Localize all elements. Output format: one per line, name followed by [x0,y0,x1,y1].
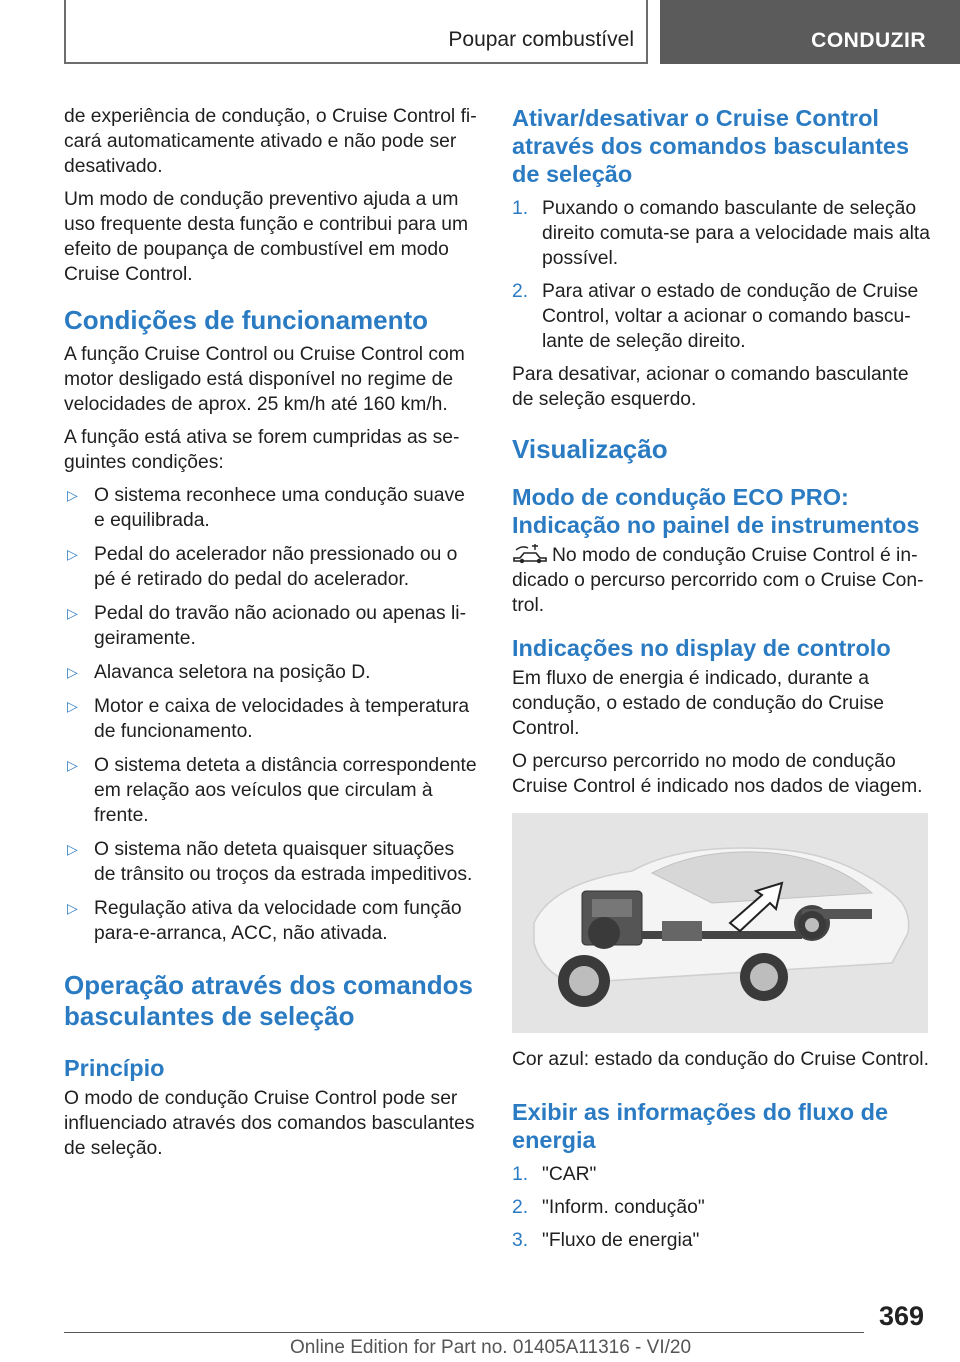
heading-display: Visualização [512,434,668,464]
chapter-tab-label: CONDUZIR [811,29,926,52]
triangle-bullet-icon: ▷ [67,757,78,773]
paragraph: de experiência de condução, o Cruise Control ficará automaticamente ativado e não pode ser desativado. [64,106,477,177]
paragraph: Em fluxo de energia é indicado, durante a condução, o estado de condução do Cruise Control. [512,668,884,739]
list-item: ▷ O sistema reconhece uma condução suave e equilibrada. [67,485,465,531]
list-item: 1. Puxando o comando basculante de seleção direito comuta-se para a velocidade mais alta possível. [512,198,930,269]
triangle-bullet-icon: ▷ [67,546,78,562]
heading-eco-pro: Modo de condução ECO PRO: Indicação no painel de instrumentos [512,484,920,538]
triangle-bullet-icon: ▷ [67,664,78,680]
paragraph: Para desativar, acionar o comando basculante de seleção esquerdo. [512,364,909,410]
car-illustration [512,813,928,1033]
paragraph: No modo de condução Cruise Control é indicado o percurso percorrido com o Cruise Control. [512,545,924,616]
flow-steps [512,1162,930,1253]
activate-steps [512,196,930,354]
heading-conditions: Condições de funcionamento [64,305,429,335]
heading-activate: Ativar/desativar o Cruise Control através dos comandos basculantes de seleção [512,105,910,187]
list-item: 2. Para ativar o estado de condução de Cruise Control, voltar a acionar o comando basculante de seleção direito. [512,281,919,352]
footer-divider [64,1332,864,1333]
triangle-bullet-icon: ▷ [67,841,78,857]
list-item: ▷ Regulação ativa da velocidade com função para-e-arranca, ACC, não ativada. [67,898,462,944]
paragraph: Um modo de condução preventivo ajuda a um uso frequente desta função e contribui para um efeito de poupança de combustível em modo Cruise Control. [64,189,469,285]
right-column [512,104,930,1261]
list-item: ▷ Motor e caixa de velocidades à temperatura de funcionamento. [67,696,470,742]
list-item: ▷ Pedal do acelerador não pressionado ou o pé é retirado do pedal do acelerador. [67,544,458,590]
heading-control-display: Indicações no display de controlo [512,635,891,661]
heading-show-flow: Exibir as informações do fluxo de energia [512,1099,889,1153]
figure-caption: Cor azul: estado da condução do Cruise Control. [512,1049,929,1070]
paragraph: A função Cruise Control ou Cruise Control com motor desligado está disponível no regime de velocidades de aprox. 25 km/h até 160 km/h. [64,344,465,415]
paragraph: O modo de condução Cruise Control pode ser influenciado através dos comandos basculantes de seleção. [64,1088,475,1159]
heading-operation: Operação através dos comandos basculantes de seleção [64,970,473,1031]
car-energy-flow-image [512,813,928,1033]
menu-path-item: 3. "Fluxo de energia" [512,1230,700,1251]
paragraph: O percurso percorrido no modo de condução Cruise Control é indicado nos dados de viagem. [512,751,923,797]
triangle-bullet-icon: ▷ [67,487,78,503]
section-title: Poupar combustível [448,28,634,51]
triangle-bullet-icon: ▷ [67,900,78,916]
header-frame [64,0,648,64]
edition-note: Online Edition for Part no. 01405A11316 - VI/20 [290,1337,692,1358]
page-number: 369 [878,1301,924,1331]
list-item: ▷ Alavanca seletora na posição D. [67,662,371,683]
menu-path-item: 1. "CAR" [512,1164,597,1185]
heading-principle: Princípio [64,1055,165,1081]
triangle-bullet-icon: ▷ [67,698,78,714]
list-item: ▷ O sistema não deteta quaisquer situações de trânsito ou troços da estrada impeditivos. [67,839,473,885]
triangle-bullet-icon: ▷ [67,605,78,621]
paragraph: A função está ativa se forem cumpridas as seguintes condições: [64,427,460,473]
menu-path-item: 2. "Inform. condução" [512,1197,705,1218]
list-item: ▷ O sistema deteta a distância correspondente em relação aos veículos que circulam à frente. [67,755,477,826]
list-item: ▷ Pedal do travão não acionado ou apenas ligeiramente. [67,603,466,649]
left-column [64,104,478,1169]
chapter-tab[interactable] [660,0,960,64]
conditions-list [64,483,478,946]
cruise-control-car-icon [512,544,548,564]
